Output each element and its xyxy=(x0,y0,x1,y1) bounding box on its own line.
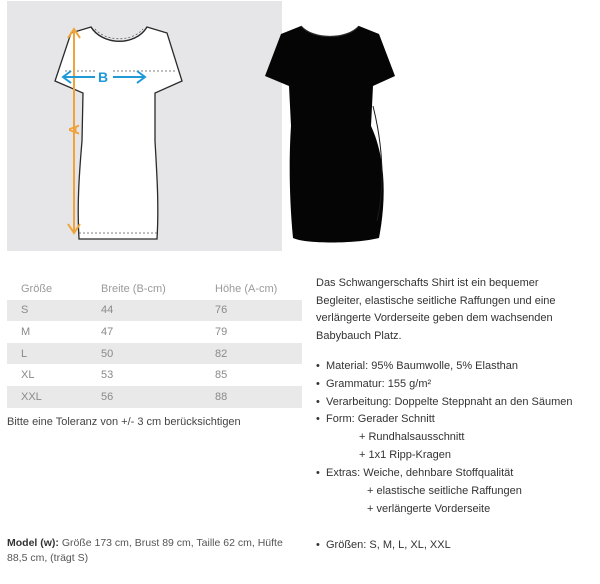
header-groesse: Größe xyxy=(21,282,53,295)
feature-verarbeitung: • Verarbeitung: Doppelte Steppnaht an den Säumen xyxy=(316,396,572,408)
feature-grammatur: • Grammatur: 155 g/m² xyxy=(316,378,431,390)
table-row xyxy=(7,321,302,343)
size-cell: XXL xyxy=(7,386,87,408)
height-cell: 85 xyxy=(215,369,228,382)
label-b: B xyxy=(98,69,109,85)
header-breite: Breite (B-cm) xyxy=(101,282,166,295)
model-label: Model (w): xyxy=(7,537,59,549)
feature-form-sub2: + 1x1 Ripp-Kragen xyxy=(359,449,452,461)
size-cell: XL xyxy=(21,369,35,382)
model-text: Größe 173 cm, Brust 89 cm, Taille 62 cm, Hüfte 88,5 cm, (trägt S) xyxy=(7,537,283,564)
header-hoehe: Höhe (A-cm) xyxy=(215,282,278,295)
feature-groessen: • Größen: S, M, L, XL, XXL xyxy=(316,539,451,551)
table-header-row xyxy=(7,278,302,300)
height-cell: 88 xyxy=(201,386,302,408)
size-cell: S xyxy=(7,300,87,322)
height-cell: 76 xyxy=(201,300,302,322)
size-table xyxy=(7,278,302,408)
feature-form: • Form: Gerader Schnitt xyxy=(316,413,435,425)
height-cell: 79 xyxy=(215,325,228,338)
model-measurements xyxy=(7,536,297,566)
feature-material: • Material: 95% Baumwolle, 5% Elasthan xyxy=(316,360,518,372)
width-cell: 53 xyxy=(101,369,114,382)
feature-extras: • Extras: Weiche, dehnbare Stoffqualität xyxy=(316,467,513,479)
product-description: Das Schwangerschafts Shirt ist ein bequemer Begleiter, elastische seitliche Raffungen und eine verlängerte Vorderseite geben dem wachsenden Babybauch Platz. xyxy=(316,277,556,342)
maternity-shirt-image xyxy=(255,6,405,246)
width-cell: 50 xyxy=(87,343,201,365)
label-a: A xyxy=(66,124,83,135)
measurement-diagram xyxy=(7,1,282,251)
table-row xyxy=(7,364,302,386)
tolerance-note: Bitte eine Toleranz von +/- 3 cm berücksichtigen xyxy=(7,416,241,428)
size-cell: M xyxy=(21,325,31,338)
table-row xyxy=(7,386,302,408)
width-cell: 47 xyxy=(101,325,114,338)
feature-form-sub1: + Rundhalsausschnitt xyxy=(359,431,465,443)
width-cell: 56 xyxy=(87,386,201,408)
feature-extras-sub2: + verlängerte Vorderseite xyxy=(367,503,491,515)
product-image xyxy=(255,6,405,246)
table-row xyxy=(7,343,302,365)
feature-extras-sub1: + elastische seitliche Raffungen xyxy=(367,485,522,497)
table-row xyxy=(7,300,302,322)
shirt-body xyxy=(265,26,395,243)
size-cell: L xyxy=(7,343,87,365)
height-cell: 82 xyxy=(201,343,302,365)
shirt-outline-diagram xyxy=(7,1,282,251)
width-cell: 44 xyxy=(87,300,201,322)
